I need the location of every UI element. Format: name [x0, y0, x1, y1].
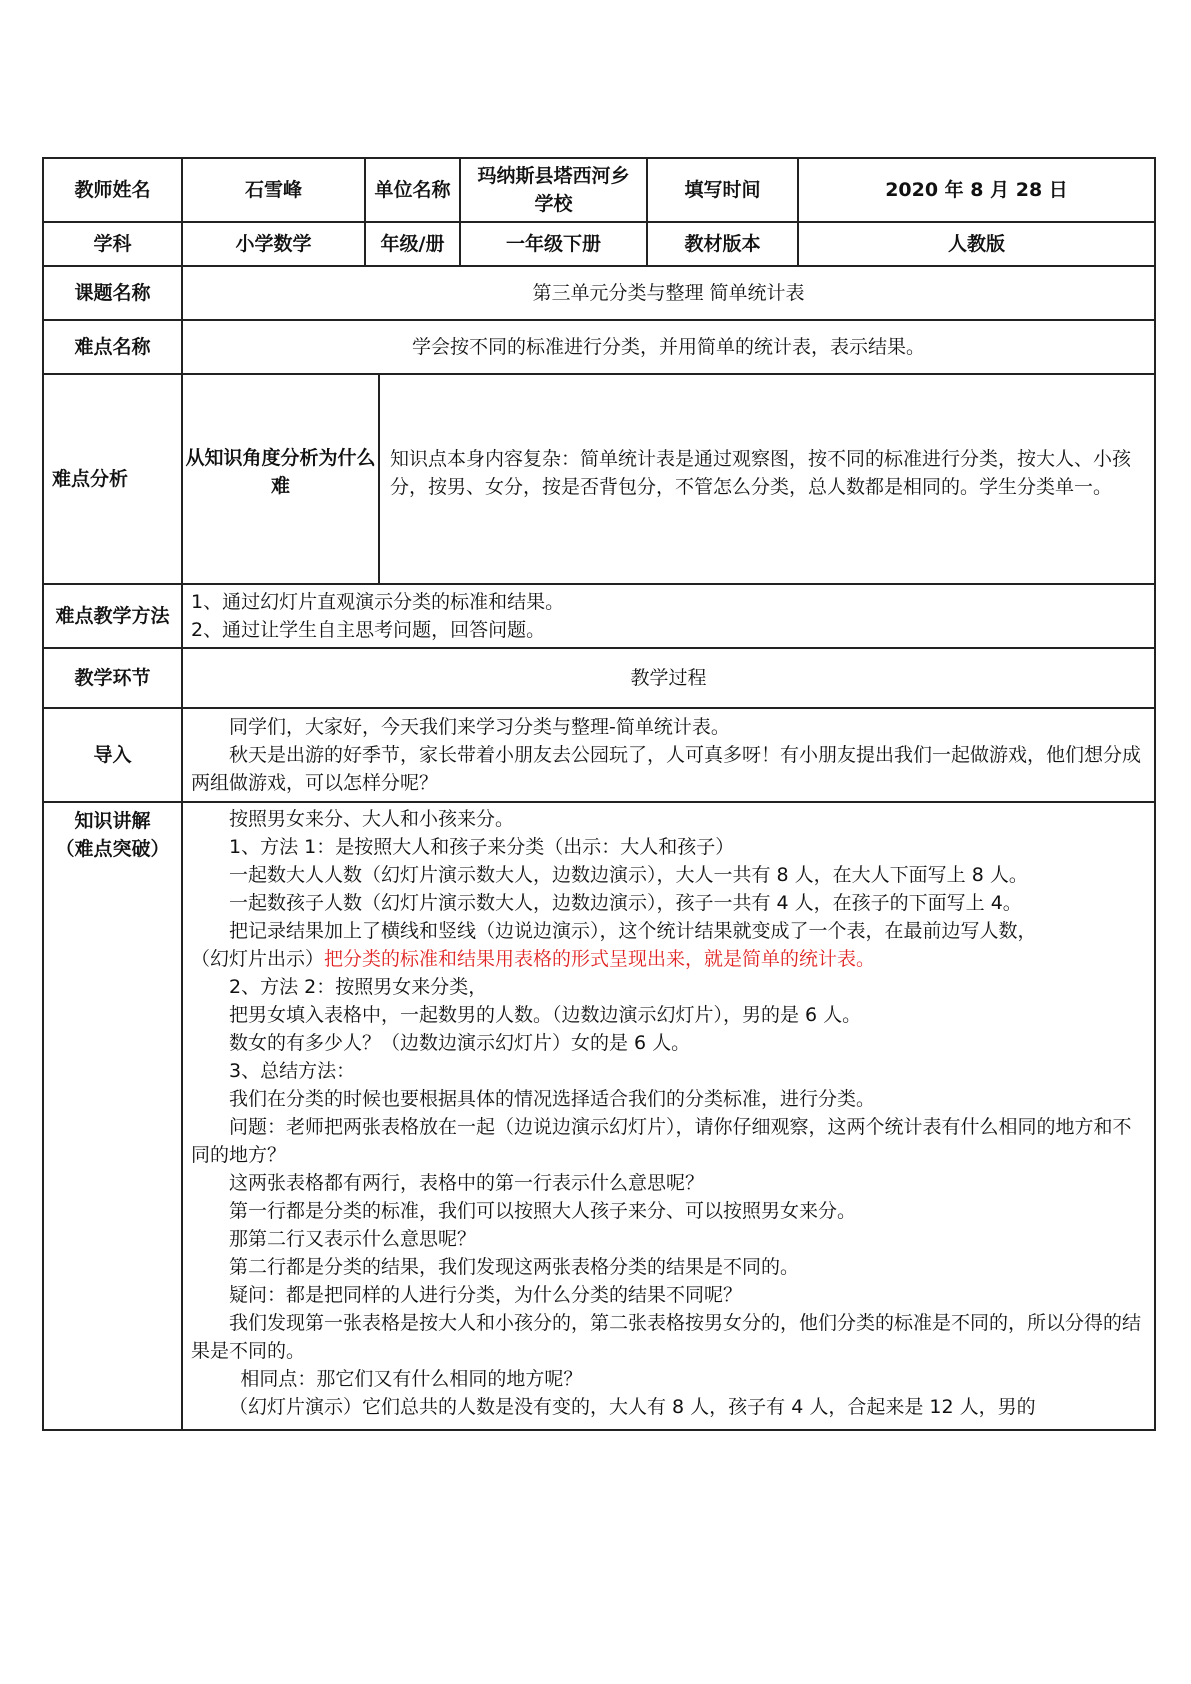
knowledge-line: （幻灯片演示）它们总共的人数是没有变的，大人有 8 人，孩子有 4 人，合起来是 12 人，男的: [229, 1396, 1036, 1418]
knowledge-line: 2、方法 2：按照男女来分类，: [229, 976, 488, 998]
date-label: 填写时间: [647, 158, 798, 222]
knowledge-line: 把男女填入表格中，一起数男的人数。（边数边演示幻灯片），男的是 6 人。: [229, 1004, 862, 1026]
topic-label: 课题名称: [43, 266, 182, 320]
topic-row: [43, 266, 1155, 320]
key-definition: 把分类的标准和结果用表格的形式呈现出来，就是简单的统计表。: [324, 948, 876, 970]
intro-label: 导入: [43, 708, 182, 802]
method-item: 2、通过让学生自主思考问题，回答问题。: [191, 619, 546, 641]
knowledge-line: 把记录结果加上了横线和竖线（边说边演示），这个统计结果就变成了一个表，在最前边写人数，: [229, 920, 1037, 942]
analysis-label: 难点分析: [43, 374, 182, 584]
knowledge-line: 一起数孩子人数（幻灯片演示数大人，边数边演示），孩子一共有 4 人，在孩子的下面写上 4。: [229, 892, 1022, 914]
intro-line: 同学们，大家好，今天我们来学习分类与整理-简单统计表。: [229, 716, 730, 738]
knowledge-row: [43, 802, 1155, 1430]
edition-value: 人教版: [798, 222, 1155, 266]
grade-value: 一年级下册: [460, 222, 647, 266]
intro-content: [182, 708, 1155, 802]
teacher-value: 石雪峰: [182, 158, 365, 222]
knowledge-line: 第二行都是分类的结果，我们发现这两张表格分类的结果是不同的。: [229, 1256, 800, 1278]
knowledge-line: 这两张表格都有两行，表格中的第一行表示什么意思呢？: [229, 1172, 705, 1194]
knowledge-label-line1: 知识讲解: [74, 810, 151, 832]
process-header-row: [43, 648, 1155, 708]
lesson-plan-table: [42, 157, 1156, 1431]
knowledge-line: 1、方法 1：是按照大人和孩子来分类（出示：大人和孩子）: [229, 836, 735, 858]
knowledge-line: 一起数大人人数（幻灯片演示数大人，边数边演示），大人一共有 8 人，在大人下面写上 8 人。: [229, 864, 1028, 886]
slide-note: （幻灯片出示）: [191, 948, 325, 970]
unit-value: 玛纳斯县塔西河乡学校: [460, 158, 647, 222]
knowledge-line: 我们在分类的时候也要根据具体的情况选择适合我们的分类标准，进行分类。: [229, 1088, 876, 1110]
subject-label: 学科: [43, 222, 182, 266]
knowledge-line: 问题：老师把两张表格放在一起（边说边演示幻灯片），请你仔细观察，这两个统计表有什么相同的地方和不同的地方？: [191, 1116, 1132, 1166]
knowledge-label: [43, 802, 182, 1430]
knowledge-line: 我们发现第一张表格是按大人和小孩分的，第二张表格按男女分的，他们分类的标准是不同的，所以分得的结果是不同的。: [191, 1312, 1142, 1362]
intro-row: [43, 708, 1155, 802]
process-value: 教学过程: [182, 648, 1155, 708]
difficulty-row: [43, 320, 1155, 374]
topic-value: 第三单元分类与整理 简单统计表: [182, 266, 1155, 320]
difficulty-label: 难点名称: [43, 320, 182, 374]
edition-label: 教材版本: [647, 222, 798, 266]
methods-label: 难点教学方法: [43, 584, 182, 648]
analysis-row: [43, 374, 1155, 584]
knowledge-line: 数女的有多少人？（边数边演示幻灯片）女的是 6 人。: [229, 1032, 691, 1054]
difficulty-value: 学会按不同的标准进行分类，并用简单的统计表，表示结果。: [182, 320, 1155, 374]
grade-label: 年级/册: [365, 222, 460, 266]
methods-list: [182, 584, 1155, 648]
knowledge-line: 按照男女来分、大人和小孩来分。: [229, 808, 515, 830]
teacher-label: 教师姓名: [43, 158, 182, 222]
subject-value: 小学数学: [182, 222, 365, 266]
analysis-cell: [182, 374, 1155, 584]
knowledge-line: 相同点：那它们又有什么相同的地方呢？: [240, 1368, 583, 1390]
knowledge-line-highlight: [191, 945, 1146, 973]
knowledge-line: 那第二行又表示什么意思呢？: [229, 1228, 477, 1250]
knowledge-line: 疑问：都是把同样的人进行分类，为什么分类的结果不同呢？: [229, 1284, 743, 1306]
knowledge-content: [182, 802, 1155, 1430]
intro-line: 秋天是出游的好季节，家长带着小朋友去公园玩了，人可真多呀！有小朋友提出我们一起做游戏，他们想分成两组做游戏，可以怎样分呢？: [191, 744, 1142, 794]
analysis-sub-label: 从知识角度分析为什么难: [183, 375, 380, 583]
unit-label: 单位名称: [365, 158, 460, 222]
date-value: 2020 年 8 月 28 日: [798, 158, 1155, 222]
info-row-2: [43, 222, 1155, 266]
knowledge-label-line2: （难点突破）: [55, 838, 170, 860]
knowledge-line: 第一行都是分类的标准，我们可以按照大人孩子来分、可以按照男女来分。: [229, 1200, 857, 1222]
knowledge-line: 3、总结方法：: [229, 1060, 356, 1082]
method-item: 1、通过幻灯片直观演示分类的标准和结果。: [191, 591, 565, 613]
process-label: 教学环节: [43, 648, 182, 708]
analysis-text: 知识点本身内容复杂：简单统计表是通过观察图，按不同的标准进行分类，按大人、小孩分，按男、女分，按是否背包分，不管怎么分类，总人数都是相同的。学生分类单一。: [390, 448, 1132, 498]
methods-row: [43, 584, 1155, 648]
info-row-1: [43, 158, 1155, 222]
